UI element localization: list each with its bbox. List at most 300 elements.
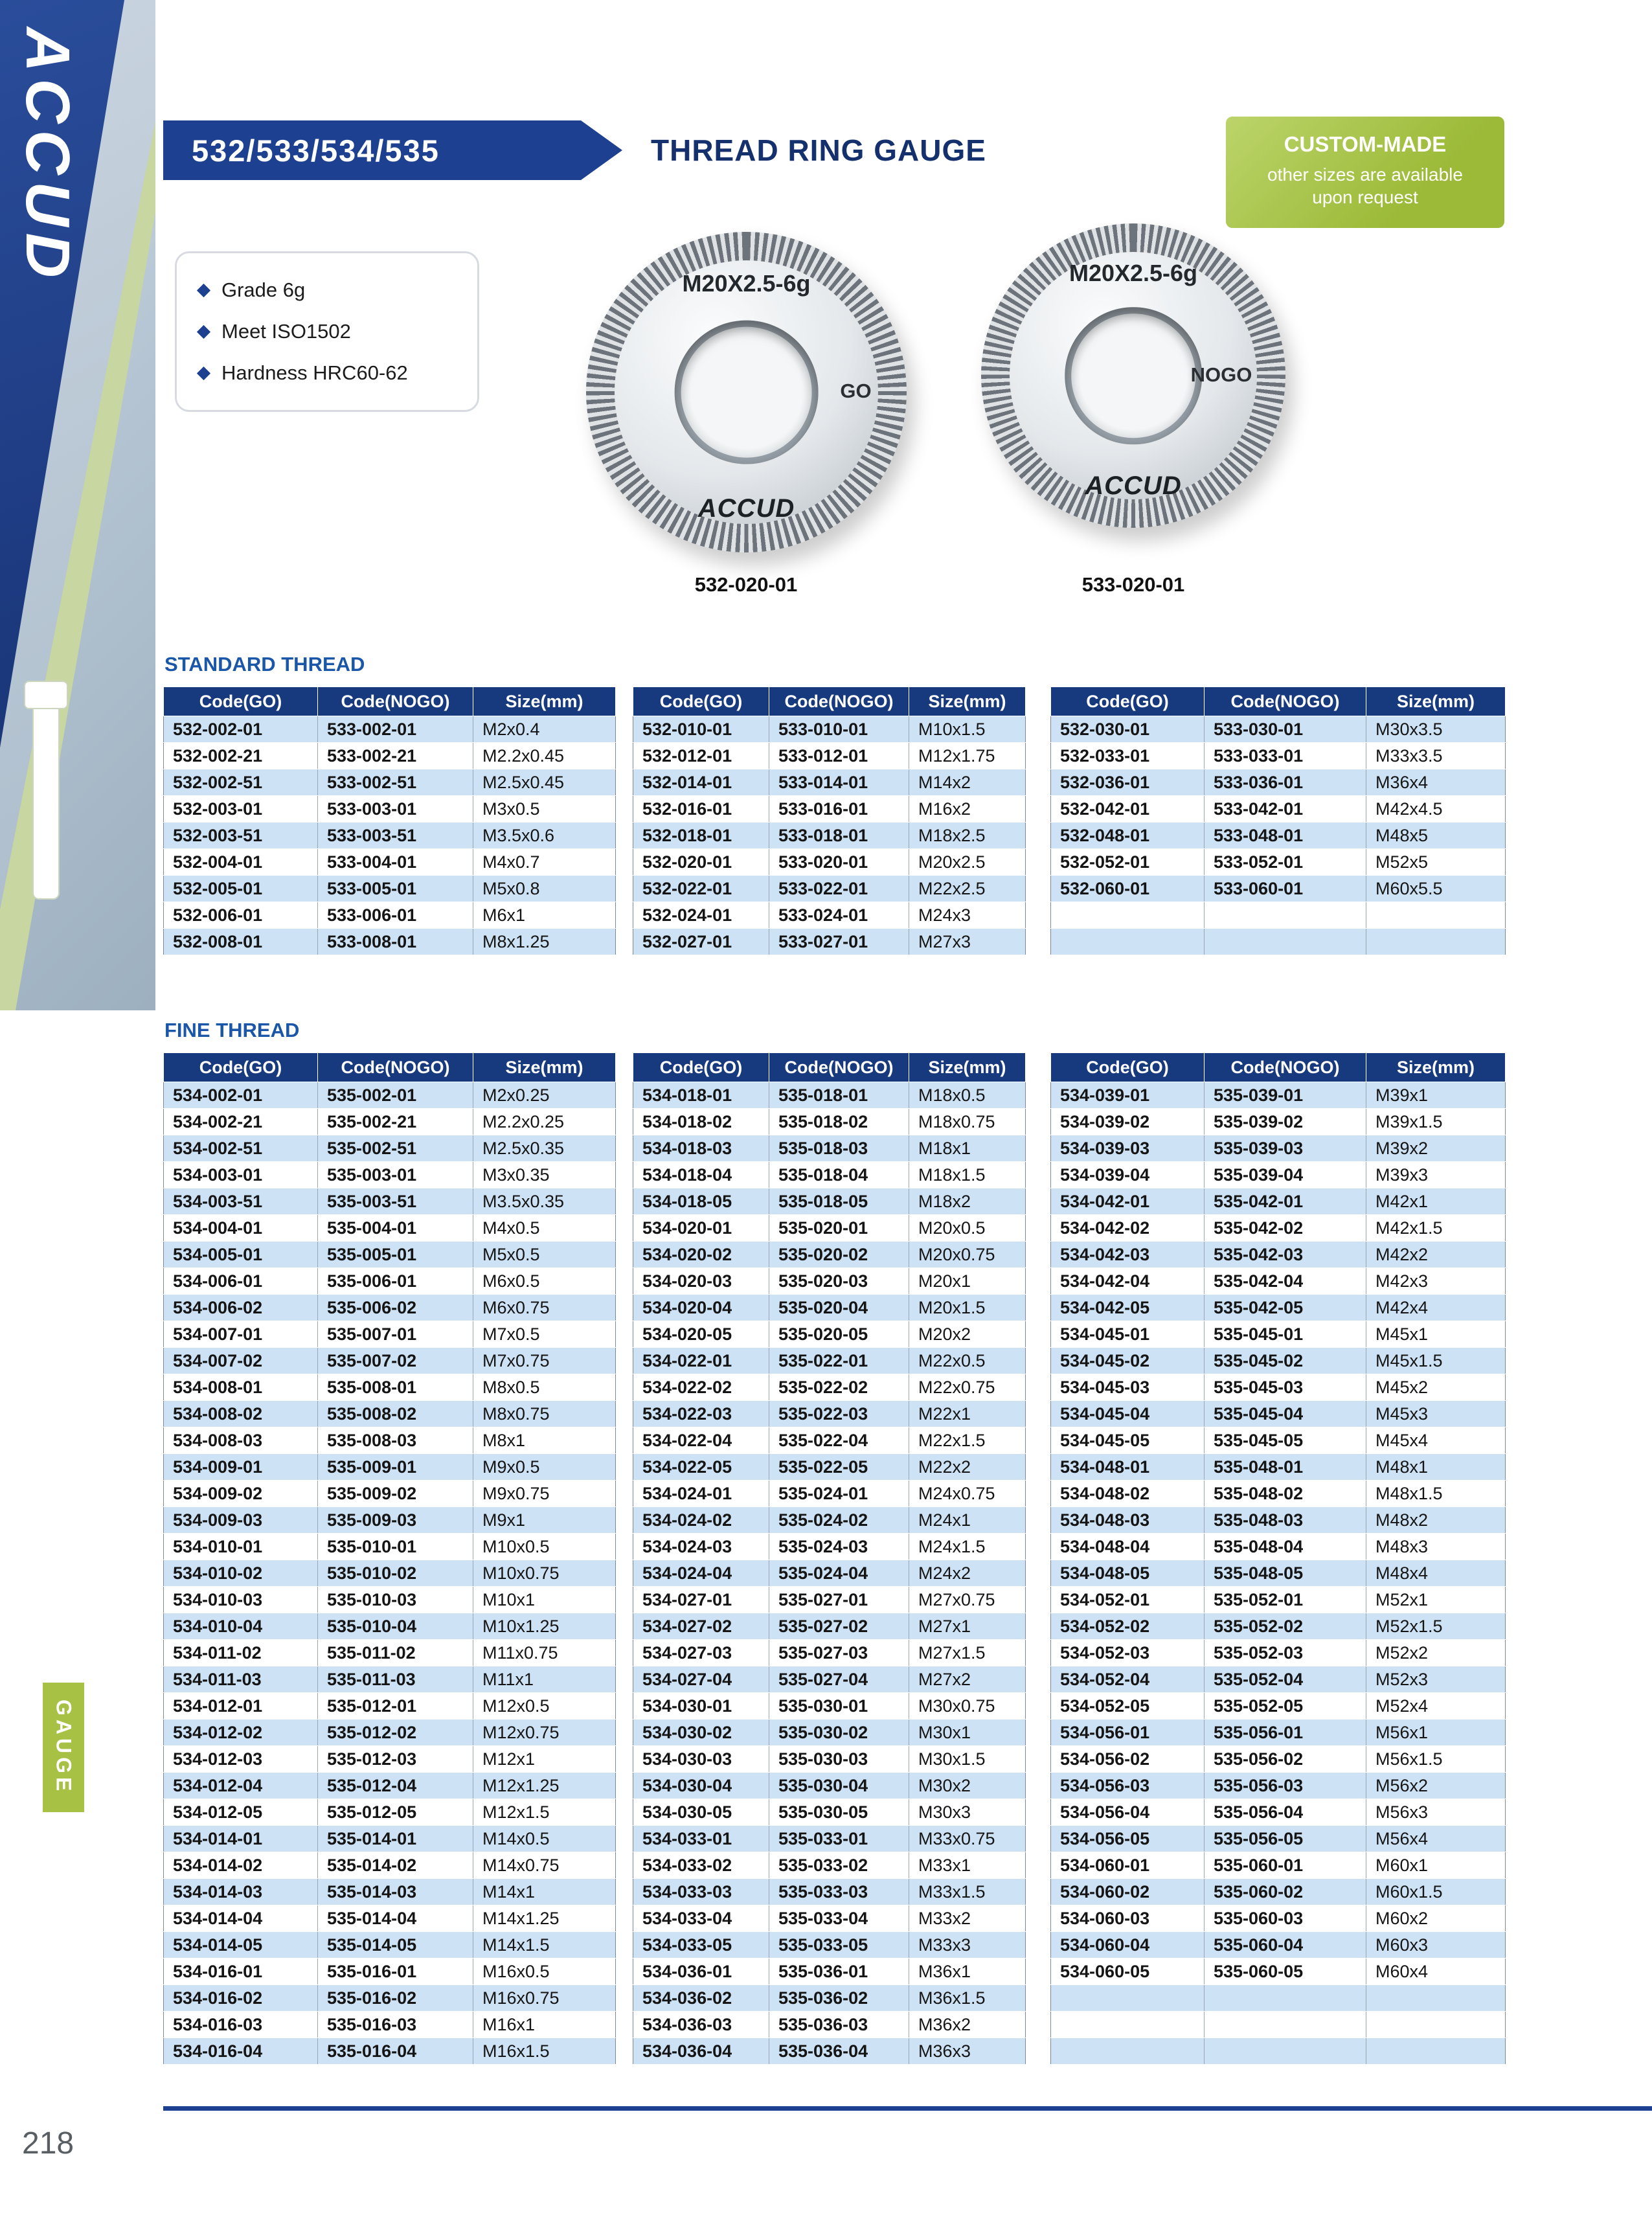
code-go-cell: 534-020-03 [633, 1268, 769, 1295]
standard-thread-tables [163, 687, 1510, 955]
code-nogo-cell: 535-020-02 [769, 1242, 909, 1268]
code-nogo-cell: 533-010-01 [769, 716, 909, 743]
table-row [1051, 2012, 1506, 2038]
table-row [633, 1959, 1026, 1985]
table-row [1051, 823, 1506, 849]
size-cell [1366, 2038, 1506, 2065]
size-cell: M24x0.75 [909, 1481, 1026, 1507]
size-cell: M24x1.5 [909, 1534, 1026, 1560]
table-row [164, 1587, 616, 1613]
code-nogo-cell: 535-002-21 [318, 1109, 473, 1135]
table-row [1051, 1746, 1506, 1773]
size-cell: M42x3 [1366, 1268, 1506, 1295]
code-go-cell: 534-045-01 [1051, 1321, 1205, 1348]
code-nogo-cell: 535-024-02 [769, 1507, 909, 1534]
table-row [633, 1401, 1026, 1427]
code-nogo-cell: 533-048-01 [1205, 823, 1366, 849]
size-cell: M27x2 [909, 1666, 1026, 1693]
table-row [633, 1985, 1026, 2012]
code-go-cell [1051, 2012, 1205, 2038]
code-nogo-cell: 535-056-02 [1205, 1746, 1366, 1773]
code-go-cell: 534-009-03 [164, 1507, 318, 1534]
code-nogo-cell: 535-045-04 [1205, 1401, 1366, 1427]
code-nogo-cell: 535-060-01 [1205, 1852, 1366, 1879]
code-nogo-cell: 535-048-01 [1205, 1454, 1366, 1481]
code-go-cell: 534-010-03 [164, 1587, 318, 1613]
table-row [1051, 1932, 1506, 1959]
code-nogo-cell: 533-027-01 [769, 929, 909, 955]
code-go-cell [1051, 1985, 1205, 2012]
code-go-cell: 534-022-04 [633, 1427, 769, 1454]
code-go-cell: 534-018-05 [633, 1188, 769, 1215]
table-row [633, 1188, 1026, 1215]
size-cell: M48x3 [1366, 1534, 1506, 1560]
diamond-bullet-icon [197, 283, 210, 297]
code-go-cell: 534-018-04 [633, 1162, 769, 1188]
code-go-cell: 534-036-02 [633, 1985, 769, 2012]
table-row [633, 1720, 1026, 1746]
table-row [164, 1746, 616, 1773]
code-go-cell: 534-020-02 [633, 1242, 769, 1268]
code-go-cell: 534-020-01 [633, 1215, 769, 1242]
code-go-cell: 532-016-01 [633, 796, 769, 823]
code-nogo-cell: 535-024-04 [769, 1560, 909, 1587]
code-go-cell: 534-027-02 [633, 1613, 769, 1640]
table-row [1051, 1135, 1506, 1162]
code-go-cell: 534-008-01 [164, 1374, 318, 1401]
code-nogo-cell: 535-002-51 [318, 1135, 473, 1162]
table-row [164, 1268, 616, 1295]
code-go-cell: 534-060-01 [1051, 1852, 1205, 1879]
code-nogo-cell: 535-056-01 [1205, 1720, 1366, 1746]
size-cell: M22x2 [909, 1454, 1026, 1481]
code-go-cell: 534-030-04 [633, 1773, 769, 1799]
size-cell: M45x2 [1366, 1374, 1506, 1401]
go-ring-gauge-image [586, 232, 907, 552]
code-go-cell: 534-045-02 [1051, 1348, 1205, 1374]
code-nogo-cell: 533-030-01 [1205, 716, 1366, 743]
code-nogo-cell: 535-022-03 [769, 1401, 909, 1427]
badge-subtitle: other sizes are available upon request [1267, 165, 1463, 207]
table-row [164, 1401, 616, 1427]
table-row [633, 1348, 1026, 1374]
code-go-cell: 534-024-01 [633, 1481, 769, 1507]
table-row [633, 876, 1026, 902]
size-cell: M14x1.25 [473, 1905, 616, 1932]
column-header-size: Size(mm) [473, 687, 616, 716]
code-go-cell: 534-018-03 [633, 1135, 769, 1162]
code-go-cell: 534-039-02 [1051, 1109, 1205, 1135]
table-row [1051, 2038, 1506, 2065]
code-nogo-cell: 535-018-04 [769, 1162, 909, 1188]
fine-thread-table-1 [163, 1052, 616, 2065]
code-go-cell: 534-042-04 [1051, 1268, 1205, 1295]
code-go-cell: 532-002-01 [164, 716, 318, 743]
code-go-cell: 534-030-01 [633, 1693, 769, 1720]
size-cell: M36x4 [1366, 769, 1506, 796]
size-cell: M10x1.5 [909, 716, 1026, 743]
size-cell [1366, 2012, 1506, 2038]
code-nogo-cell: 535-030-01 [769, 1693, 909, 1720]
table-row [164, 1427, 616, 1454]
table-row [1051, 1109, 1506, 1135]
size-cell: M22x1.5 [909, 1427, 1026, 1454]
table-row [633, 1693, 1026, 1720]
code-nogo-cell: 533-014-01 [769, 769, 909, 796]
code-nogo-cell: 535-012-04 [318, 1773, 473, 1799]
code-nogo-cell: 535-052-04 [1205, 1666, 1366, 1693]
size-cell: M42x4 [1366, 1295, 1506, 1321]
table-row [164, 1959, 616, 1985]
table-row [1051, 1321, 1506, 1348]
size-cell: M33x1 [909, 1852, 1026, 1879]
size-cell: M52x2 [1366, 1640, 1506, 1666]
code-go-cell: 532-014-01 [633, 769, 769, 796]
code-nogo-cell: 533-002-51 [318, 769, 473, 796]
size-cell: M60x4 [1366, 1959, 1506, 1985]
code-nogo-cell: 535-005-01 [318, 1242, 473, 1268]
size-cell: M30x2 [909, 1773, 1026, 1799]
size-cell: M4x0.7 [473, 849, 616, 876]
code-nogo-cell: 533-036-01 [1205, 769, 1366, 796]
table-row [1051, 1693, 1506, 1720]
size-cell: M9x0.75 [473, 1481, 616, 1507]
table-row [633, 1268, 1026, 1295]
size-cell: M7x0.75 [473, 1348, 616, 1374]
code-nogo-cell: 535-052-02 [1205, 1613, 1366, 1640]
size-cell: M39x2 [1366, 1135, 1506, 1162]
column-header-code-nogo: Code(NOGO) [318, 687, 473, 716]
code-nogo-cell: 535-011-02 [318, 1640, 473, 1666]
code-go-cell: 534-030-02 [633, 1720, 769, 1746]
table-row [164, 1852, 616, 1879]
brand-logo: ACCUD [13, 27, 82, 284]
size-cell: M20x2 [909, 1321, 1026, 1348]
code-nogo-cell: 533-003-01 [318, 796, 473, 823]
code-go-cell: 532-024-01 [633, 902, 769, 929]
code-go-cell: 534-042-05 [1051, 1295, 1205, 1321]
code-go-cell: 534-060-05 [1051, 1959, 1205, 1985]
column-header-code-nogo: Code(NOGO) [1205, 1053, 1366, 1082]
code-nogo-cell: 535-027-03 [769, 1640, 909, 1666]
code-nogo-cell: 535-022-04 [769, 1427, 909, 1454]
size-cell: M39x3 [1366, 1162, 1506, 1188]
code-go-cell: 534-048-02 [1051, 1481, 1205, 1507]
size-cell: M60x1.5 [1366, 1879, 1506, 1905]
table-row [1051, 1826, 1506, 1852]
code-nogo-cell: 535-004-01 [318, 1215, 473, 1242]
code-go-cell: 534-003-01 [164, 1162, 318, 1188]
size-cell: M60x2 [1366, 1905, 1506, 1932]
feature-label: Meet ISO1502 [221, 320, 351, 343]
code-go-cell: 534-048-01 [1051, 1454, 1205, 1481]
code-go-cell: 534-020-04 [633, 1295, 769, 1321]
code-go-cell: 534-002-01 [164, 1082, 318, 1109]
code-nogo-cell: 535-039-04 [1205, 1162, 1366, 1188]
code-nogo-cell: 535-010-03 [318, 1587, 473, 1613]
code-nogo-cell: 535-007-02 [318, 1348, 473, 1374]
table-row [1051, 743, 1506, 769]
size-cell: M3.5x0.35 [473, 1188, 616, 1215]
code-nogo-cell: 535-016-03 [318, 2012, 473, 2038]
code-go-cell: 532-060-01 [1051, 876, 1205, 902]
code-nogo-cell: 535-052-05 [1205, 1693, 1366, 1720]
size-cell: M16x2 [909, 796, 1026, 823]
code-nogo-cell: 535-009-02 [318, 1481, 473, 1507]
size-cell: M5x0.8 [473, 876, 616, 902]
table-row [1051, 1560, 1506, 1587]
table-row [1051, 769, 1506, 796]
ring-marking: M20X2.5-6g [682, 270, 811, 297]
code-go-cell: 534-052-03 [1051, 1640, 1205, 1666]
code-nogo-cell: 535-027-02 [769, 1613, 909, 1640]
size-cell: M48x1 [1366, 1454, 1506, 1481]
code-go-cell: 534-018-02 [633, 1109, 769, 1135]
code-go-cell: 534-024-04 [633, 1560, 769, 1587]
size-cell: M30x0.75 [909, 1693, 1026, 1720]
code-nogo-cell: 535-008-02 [318, 1401, 473, 1427]
code-go-cell [1051, 902, 1205, 929]
size-cell: M14x0.75 [473, 1852, 616, 1879]
table-row [633, 1826, 1026, 1852]
code-go-cell [1051, 2038, 1205, 2065]
table-row [1051, 1905, 1506, 1932]
table-row [633, 1852, 1026, 1879]
model-number: 532/533/534/535 [192, 133, 440, 168]
code-go-cell: 534-007-02 [164, 1348, 318, 1374]
code-go-cell: 534-056-04 [1051, 1799, 1205, 1826]
size-cell: M10x1.25 [473, 1613, 616, 1640]
code-go-cell: 534-014-01 [164, 1826, 318, 1852]
table-row [164, 1720, 616, 1746]
table-row [164, 1560, 616, 1587]
table-row [164, 1905, 616, 1932]
size-cell: M20x0.5 [909, 1215, 1026, 1242]
table-row [1051, 1401, 1506, 1427]
table-row [164, 1507, 616, 1534]
table-row [164, 1613, 616, 1640]
table-row [1051, 1188, 1506, 1215]
table-row [633, 1109, 1026, 1135]
table-row [633, 1799, 1026, 1826]
size-cell: M33x3.5 [1366, 743, 1506, 769]
code-go-cell: 534-033-04 [633, 1905, 769, 1932]
table-row [1051, 1720, 1506, 1746]
ring-marking: M20X2.5-6g [1069, 260, 1198, 287]
code-go-cell: 534-016-01 [164, 1959, 318, 1985]
table-row [1051, 902, 1506, 929]
code-go-cell: 534-022-05 [633, 1454, 769, 1481]
table-row [1051, 1481, 1506, 1507]
code-nogo-cell: 535-048-04 [1205, 1534, 1366, 1560]
code-nogo-cell: 535-033-02 [769, 1852, 909, 1879]
fine-thread-table-2 [633, 1052, 1026, 2065]
code-nogo-cell: 535-024-03 [769, 1534, 909, 1560]
size-cell: M45x1.5 [1366, 1348, 1506, 1374]
code-nogo-cell: 535-033-05 [769, 1932, 909, 1959]
code-nogo-cell: 533-060-01 [1205, 876, 1366, 902]
code-nogo-cell: 535-014-01 [318, 1826, 473, 1852]
code-nogo-cell: 535-052-01 [1205, 1587, 1366, 1613]
code-nogo-cell: 535-012-05 [318, 1799, 473, 1826]
code-nogo-cell: 535-060-04 [1205, 1932, 1366, 1959]
code-go-cell: 534-048-04 [1051, 1534, 1205, 1560]
code-nogo-cell: 535-048-03 [1205, 1507, 1366, 1534]
code-nogo-cell: 533-003-51 [318, 823, 473, 849]
table-row [1051, 1613, 1506, 1640]
code-nogo-cell: 535-030-05 [769, 1799, 909, 1826]
size-cell: M52x1.5 [1366, 1613, 1506, 1640]
size-cell: M5x0.5 [473, 1242, 616, 1268]
code-nogo-cell: 535-042-03 [1205, 1242, 1366, 1268]
table-row [1051, 1427, 1506, 1454]
code-go-cell: 532-020-01 [633, 849, 769, 876]
column-header-code-nogo: Code(NOGO) [769, 687, 909, 716]
column-header-code-go: Code(GO) [164, 687, 318, 716]
size-cell: M14x0.5 [473, 1826, 616, 1852]
code-nogo-cell: 535-039-02 [1205, 1109, 1366, 1135]
size-cell: M18x0.75 [909, 1109, 1026, 1135]
size-cell: M18x2.5 [909, 823, 1026, 849]
table-row [633, 743, 1026, 769]
ring-brand-logo: ACCUD [697, 494, 795, 523]
code-go-cell: 532-030-01 [1051, 716, 1205, 743]
code-nogo-cell: 535-016-02 [318, 1985, 473, 2012]
size-cell: M56x3 [1366, 1799, 1506, 1826]
code-go-cell: 534-012-02 [164, 1720, 318, 1746]
code-nogo-cell: 535-012-01 [318, 1693, 473, 1720]
code-nogo-cell: 535-011-03 [318, 1666, 473, 1693]
size-cell: M2.5x0.45 [473, 769, 616, 796]
code-nogo-cell: 535-008-01 [318, 1374, 473, 1401]
table-row [164, 1374, 616, 1401]
size-cell: M39x1 [1366, 1082, 1506, 1109]
size-cell: M18x0.5 [909, 1082, 1026, 1109]
size-cell: M48x4 [1366, 1560, 1506, 1587]
size-cell: M30x1.5 [909, 1746, 1026, 1773]
table-row [164, 876, 616, 902]
standard-thread-table-3 [1050, 687, 1506, 955]
table-row [164, 1215, 616, 1242]
code-nogo-cell: 535-020-04 [769, 1295, 909, 1321]
code-go-cell: 534-002-51 [164, 1135, 318, 1162]
code-nogo-cell: 533-008-01 [318, 929, 473, 955]
table-row [1051, 849, 1506, 876]
code-nogo-cell: 535-012-03 [318, 1746, 473, 1773]
table-row [1051, 1454, 1506, 1481]
code-nogo-cell: 535-030-03 [769, 1746, 909, 1773]
code-go-cell: 532-027-01 [633, 929, 769, 955]
code-nogo-cell: 533-024-01 [769, 902, 909, 929]
code-go-cell: 534-004-01 [164, 1215, 318, 1242]
code-go-cell: 534-052-01 [1051, 1587, 1205, 1613]
code-nogo-cell: 533-002-21 [318, 743, 473, 769]
table-row [633, 1454, 1026, 1481]
table-row [633, 1162, 1026, 1188]
code-nogo-cell: 535-033-01 [769, 1826, 909, 1852]
feature-label: Grade 6g [221, 278, 306, 301]
code-nogo-cell: 535-027-04 [769, 1666, 909, 1693]
code-nogo-cell: 535-030-02 [769, 1720, 909, 1746]
code-nogo-cell [1205, 902, 1366, 929]
size-cell: M42x1.5 [1366, 1215, 1506, 1242]
code-nogo-cell: 535-036-04 [769, 2038, 909, 2065]
code-go-cell: 534-024-03 [633, 1534, 769, 1560]
code-go-cell: 534-027-01 [633, 1587, 769, 1613]
table-row [164, 1188, 616, 1215]
size-cell: M27x1.5 [909, 1640, 1026, 1666]
code-go-cell: 534-012-05 [164, 1799, 318, 1826]
code-nogo-cell: 535-022-05 [769, 1454, 909, 1481]
page-title: THREAD RING GAUGE [651, 133, 986, 167]
code-go-cell: 534-014-03 [164, 1879, 318, 1905]
size-cell: M18x1 [909, 1135, 1026, 1162]
nogo-ring-caption: 533-020-01 [1081, 573, 1185, 596]
code-go-cell: 532-018-01 [633, 823, 769, 849]
table-row [633, 1321, 1026, 1348]
code-nogo-cell: 535-027-01 [769, 1587, 909, 1613]
code-nogo-cell: 535-018-03 [769, 1135, 909, 1162]
size-cell: M48x2 [1366, 1507, 1506, 1534]
size-cell: M20x0.75 [909, 1242, 1026, 1268]
code-go-cell: 534-036-04 [633, 2038, 769, 2065]
column-header-code-go: Code(GO) [633, 687, 769, 716]
code-nogo-cell: 535-036-02 [769, 1985, 909, 2012]
size-cell: M2.2x0.45 [473, 743, 616, 769]
code-nogo-cell: 535-033-03 [769, 1879, 909, 1905]
size-cell: M11x1 [473, 1666, 616, 1693]
code-go-cell: 532-052-01 [1051, 849, 1205, 876]
code-go-cell: 534-022-03 [633, 1401, 769, 1427]
code-go-cell: 534-002-21 [164, 1109, 318, 1135]
code-nogo-cell: 535-056-05 [1205, 1826, 1366, 1852]
size-cell: M27x0.75 [909, 1587, 1026, 1613]
size-cell: M4x0.5 [473, 1215, 616, 1242]
code-nogo-cell: 535-016-01 [318, 1959, 473, 1985]
size-cell: M22x1 [909, 1401, 1026, 1427]
size-cell: M12x1.25 [473, 1773, 616, 1799]
table-row [164, 1534, 616, 1560]
table-row [1051, 1268, 1506, 1295]
table-row [1051, 1666, 1506, 1693]
code-nogo-cell: 535-039-03 [1205, 1135, 1366, 1162]
code-go-cell: 534-014-04 [164, 1905, 318, 1932]
table-row [1051, 876, 1506, 902]
table-row [1051, 1640, 1506, 1666]
table-row [164, 1932, 616, 1959]
column-header-code-go: Code(GO) [1051, 687, 1205, 716]
code-go-cell: 532-048-01 [1051, 823, 1205, 849]
size-cell: M52x4 [1366, 1693, 1506, 1720]
code-nogo-cell: 535-045-05 [1205, 1427, 1366, 1454]
table-row [164, 1162, 616, 1188]
column-header-code-nogo: Code(NOGO) [318, 1053, 473, 1082]
table-row [633, 2012, 1026, 2038]
diamond-bullet-icon [197, 366, 210, 380]
standard-thread-table-1 [163, 687, 616, 955]
size-cell: M12x0.75 [473, 1720, 616, 1746]
table-row [164, 1242, 616, 1268]
code-go-cell: 534-045-03 [1051, 1374, 1205, 1401]
code-go-cell: 534-056-01 [1051, 1720, 1205, 1746]
table-row [164, 1109, 616, 1135]
size-cell: M11x0.75 [473, 1640, 616, 1666]
code-nogo-cell: 535-048-02 [1205, 1481, 1366, 1507]
size-cell: M3x0.5 [473, 796, 616, 823]
go-label: GO [840, 379, 872, 402]
code-go-cell: 534-039-01 [1051, 1082, 1205, 1109]
code-nogo-cell: 535-048-05 [1205, 1560, 1366, 1587]
